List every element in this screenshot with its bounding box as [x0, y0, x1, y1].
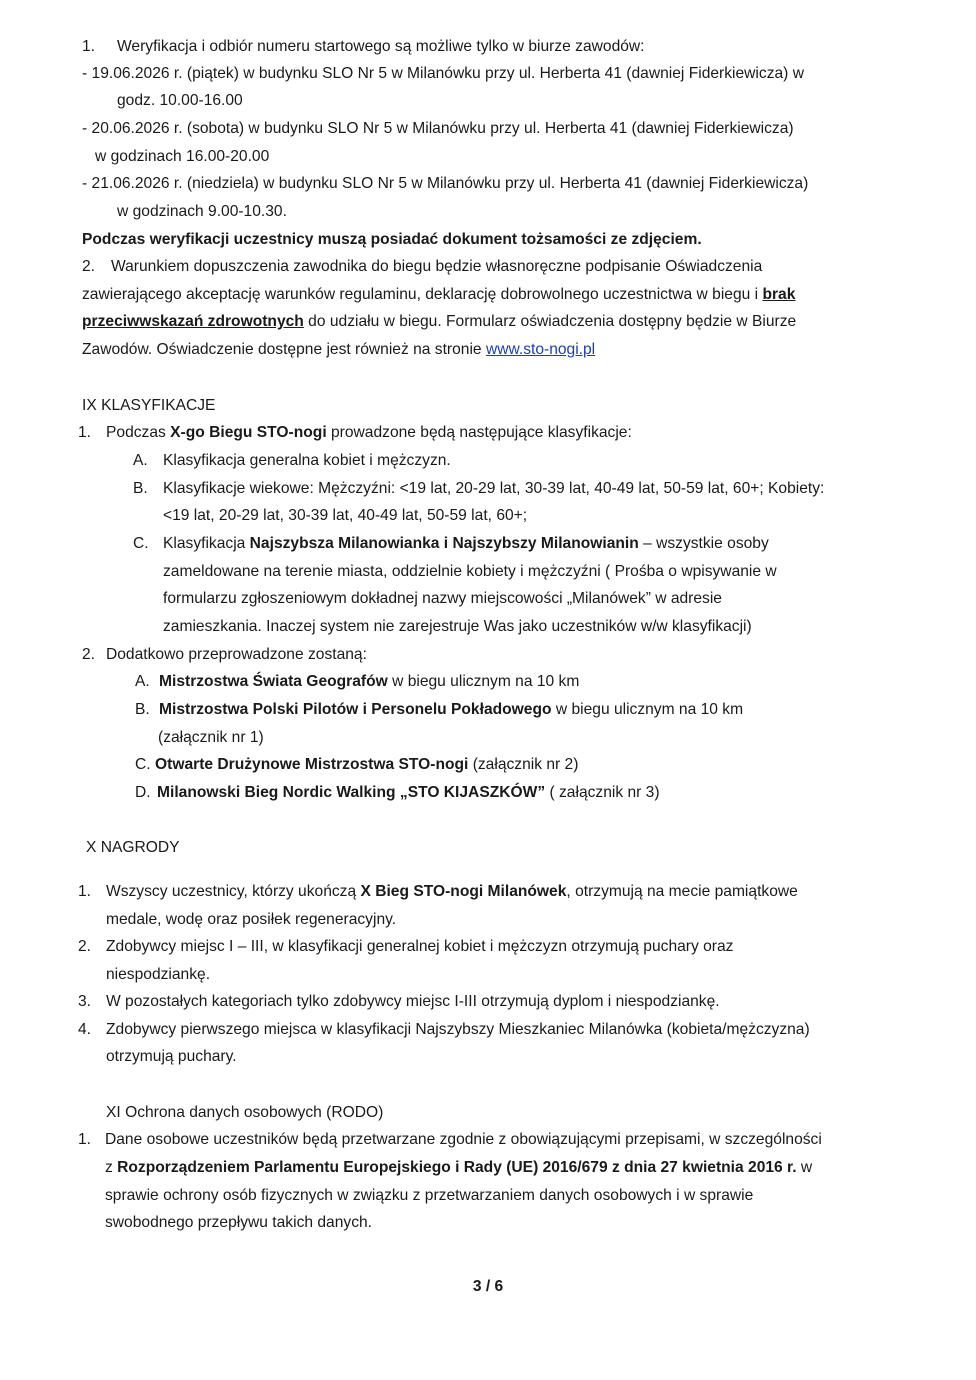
- list-item-text: Dodatkowo przeprowadzone zostaną:: [106, 646, 367, 663]
- date-line: w godzinach 16.00-20.00: [95, 148, 270, 165]
- sublist-text: formularzu zgłoszeniowym dokładnej nazwy miejscowości „Milanówek” w adresie: [163, 590, 722, 607]
- paragraph-line: Warunkiem dopuszczenia zawodnika do biegu będzie własnoręczne podpisanie Oświadczenia: [111, 258, 763, 275]
- sublist-text: [155, 754, 578, 776]
- sublist-text: [159, 671, 579, 693]
- emphasis-text: X-go Biegu STO-nogi: [170, 424, 327, 441]
- list-num: 1.: [82, 38, 96, 55]
- text-run: zawierającego akceptację warunków regulaminu, deklarację dobrowolnego uczestnictwa w biegu i: [82, 286, 759, 303]
- list-item-text: niespodziankę.: [106, 966, 211, 983]
- list-item-text: [106, 881, 798, 903]
- text-run: w biegu ulicznym na 10 km: [387, 673, 580, 690]
- sublist-text: Klasyfikacje wiekowe: Mężczyźni: <19 lat, 20-29 lat, 30-39 lat, 40-49 lat, 50-59 lat, 60+; Kobiety:: [163, 480, 825, 497]
- sublist-label: C.: [135, 756, 151, 773]
- text-run: prowadzone będą następujące klasyfikacje:: [326, 424, 632, 441]
- sublist-text: zamieszkania. Inaczej system nie zarejestruje Was jako uczestników w/w klasyfikacji): [163, 618, 752, 635]
- emphasis-text: Otwarte Drużynowe Mistrzostwa STO-nogi: [155, 756, 469, 773]
- sublist-text: zameldowane na terenie miasta, oddzielnie kobiety i mężczyźni ( Prośba o wpisywanie w: [163, 563, 777, 580]
- list-num: 2.: [78, 938, 92, 955]
- text-run: w: [796, 1159, 813, 1176]
- list-num: 4.: [78, 1021, 92, 1038]
- sublist-label: A.: [135, 673, 150, 690]
- text-run: Klasyfikacja: [163, 535, 250, 552]
- text-run: Podczas: [106, 424, 171, 441]
- list-num: 1.: [78, 424, 92, 441]
- date-line: godz. 10.00-16.00: [117, 92, 243, 109]
- text-run: w biegu ulicznym na 10 km: [551, 701, 744, 718]
- text-run: , otrzymują na mecie pamiątkowe: [566, 883, 798, 900]
- date-line: w godzinach 9.00-10.30.: [117, 203, 287, 220]
- sublist-text: Klasyfikacja generalna kobiet i mężczyzn.: [163, 452, 451, 469]
- emphasis-text: Milanowski Bieg Nordic Walking „STO KIJASZKÓW”: [157, 784, 546, 801]
- date-line: - 21.06.2026 r. (niedziela) w budynku SLO Nr 5 w Milanówku przy ul. Herberta 41 (dawniej Fiderkiewicza): [82, 175, 809, 192]
- emphasis-text: brak: [762, 286, 796, 303]
- page-number: 3 / 6: [472, 1278, 504, 1295]
- paragraph-line: [82, 311, 796, 333]
- sublist-label: D.: [135, 784, 151, 801]
- list-item-text: W pozostałych kategoriach tylko zdobywcy miejsc I-III otrzymują dyplom i niespodziankę.: [106, 993, 720, 1010]
- list-item-text: Zdobywcy miejsc I – III, w klasyfikacji generalnej kobiet i mężczyzn otrzymują puchary oraz: [106, 938, 734, 955]
- list-num: 2.: [82, 258, 96, 275]
- text-run: Zawodów. Oświadczenie dostępne jest również na stronie: [82, 341, 486, 358]
- text-run: Wszyscy uczestnicy, którzy ukończą: [106, 883, 361, 900]
- text-run: z: [105, 1159, 118, 1176]
- list-num: 3.: [78, 993, 92, 1010]
- list-num: 1.: [78, 1131, 92, 1148]
- list-item-text: medale, wodę oraz posiłek regeneracyjny.: [106, 911, 397, 928]
- section-heading: X NAGRODY: [86, 839, 180, 856]
- sublist-label: C.: [133, 535, 149, 552]
- list-item-text: Dane osobowe uczestników będą przetwarzane zgodnie z obowiązującymi przepisami, w szczególności: [105, 1131, 822, 1148]
- emphasis-text: Najszybsza Milanowianka i Najszybszy Milanowianin: [249, 535, 639, 552]
- sublist-label: B.: [135, 701, 150, 718]
- list-item-text: otrzymują puchary.: [106, 1048, 237, 1065]
- list-num: 1.: [78, 883, 92, 900]
- text-run: – wszystkie osoby: [638, 535, 769, 552]
- paragraph-line: [82, 284, 795, 306]
- sublist-text: [157, 782, 660, 804]
- list-num: 2.: [82, 646, 96, 663]
- text-run: (załącznik nr 2): [468, 756, 579, 773]
- sublist-label: A.: [133, 452, 148, 469]
- date-line: - 20.06.2026 r. (sobota) w budynku SLO Nr 5 w Milanówku przy ul. Herberta 41 (dawniej Fiderkiewicza): [82, 120, 794, 137]
- list-item-text: [106, 422, 632, 444]
- sublist-text: (załącznik nr 1): [158, 729, 264, 746]
- sublist-text: <19 lat, 20-29 lat, 30-39 lat, 40-49 lat, 50-59 lat, 60+;: [163, 507, 528, 524]
- section-heading: XI Ochrona danych osobowych (RODO): [106, 1104, 384, 1121]
- list-item-text: sprawie ochrony osób fizycznych w związku z przetwarzaniem danych osobowych i w sprawie: [105, 1187, 754, 1204]
- emphasis-text: Rozporządzeniem Parlamentu Europejskiego i Rady (UE) 2016/679 z dnia 27 kwietnia 2016 r.: [117, 1159, 797, 1176]
- emphasis-text: Mistrzostwa Świata Geografów: [159, 673, 388, 690]
- list-item-text: swobodnego przepływu takich danych.: [105, 1214, 372, 1231]
- emphasis-text: przeciwwskazań zdrowotnych: [82, 313, 304, 330]
- list-item-text: [105, 1157, 812, 1179]
- list-item-text: Zdobywcy pierwszego miejsca w klasyfikacji Najszybszy Mieszkaniec Milanówka (kobieta/mężczyzna): [106, 1021, 810, 1038]
- text-run: ( załącznik nr 3): [545, 784, 660, 801]
- section-heading: IX KLASYFIKACJE: [82, 397, 216, 414]
- emphasis-text: Mistrzostwa Polski Pilotów i Personelu Pokładowego: [159, 701, 552, 718]
- paragraph-line: [82, 339, 595, 361]
- sublist-label: B.: [133, 480, 148, 497]
- emphasis-text: X Bieg STO-nogi Milanówek: [360, 883, 567, 900]
- sublist-text: [159, 699, 743, 721]
- text-run: do udziału w biegu. Formularz oświadczenia dostępny będzie w Biurze: [303, 313, 797, 330]
- list-item-text: Weryfikacja i odbiór numeru startowego są możliwe tylko w biurze zawodów:: [117, 38, 645, 55]
- date-line: - 19.06.2026 r. (piątek) w budynku SLO Nr 5 w Milanówku przy ul. Herberta 41 (dawniej Fiderkiewicza) w: [82, 65, 804, 82]
- website-link[interactable]: www.sto-nogi.pl: [485, 341, 596, 358]
- bold-note: Podczas weryfikacji uczestnicy muszą posiadać dokument tożsamości ze zdjęciem.: [82, 231, 702, 248]
- sublist-text: [163, 533, 769, 555]
